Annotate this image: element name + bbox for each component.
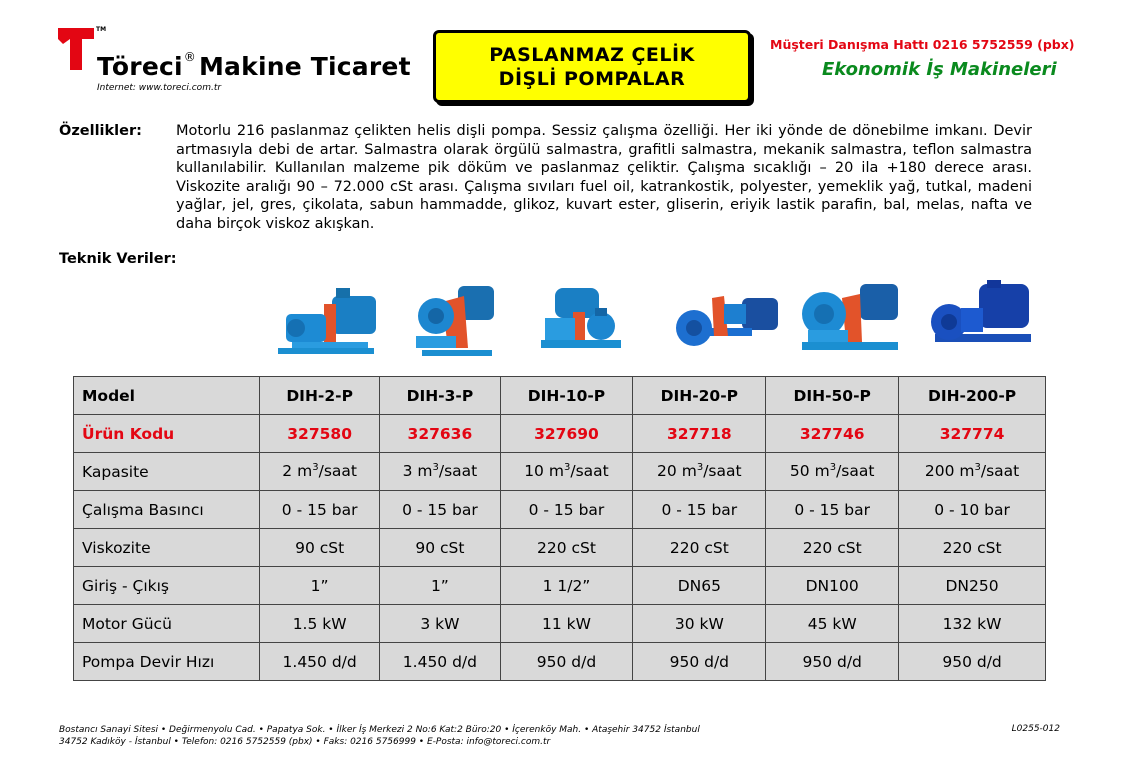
model-cell: DIH-200-P <box>899 377 1046 415</box>
capacity-cell: 50 $m^3$/saat <box>766 453 899 491</box>
table-cell: DN65 <box>633 567 766 605</box>
capacity-cell: 200 $m^3$/saat <box>899 453 1046 491</box>
table-cell: DN250 <box>899 567 1046 605</box>
table-cell: 220 cSt <box>633 529 766 567</box>
table-cell: 30 kW <box>633 605 766 643</box>
model-cell: DIH-10-P <box>500 377 633 415</box>
table-cell: 220 cSt <box>500 529 633 567</box>
table-cell: 0 - 15 bar <box>633 491 766 529</box>
pump-image-dih-20-p <box>662 278 782 360</box>
table-row-pressure <box>74 491 1046 529</box>
features-label: Özellikler: <box>59 123 142 139</box>
table-cell: 0 - 15 bar <box>500 491 633 529</box>
product-code-cell: 327774 <box>899 415 1046 453</box>
row-label: Çalışma Basıncı <box>74 491 260 529</box>
toreci-logo-icon <box>58 28 94 70</box>
row-label: Model <box>74 377 260 415</box>
table-cell: 45 kW <box>766 605 899 643</box>
product-code-cell: 327690 <box>500 415 633 453</box>
table-cell: 1” <box>260 567 380 605</box>
row-label: Viskozite <box>74 529 260 567</box>
pump-image-dih-2-p <box>272 278 384 360</box>
model-cell: DIH-2-P <box>260 377 380 415</box>
pump-image-dih-3-p <box>412 278 500 360</box>
page-title-line2: DİŞLİ POMPALAR <box>498 67 686 90</box>
row-label: Pompa Devir Hızı <box>74 643 260 681</box>
table-cell: 1.450 d/d <box>380 643 500 681</box>
table-cell: 0 - 15 bar <box>766 491 899 529</box>
slogan: Ekonomik İş Makineleri <box>822 59 1057 80</box>
row-label: Motor Gücü <box>74 605 260 643</box>
capacity-cell: 20 $m^3$/saat <box>633 453 766 491</box>
features-text: Motorlu 216 paslanmaz çelikten helis dişli pompa. Sessiz çalışma özelliği. Her iki yönde de dönebilme imkanı. Devir artmasıyla debi de artar. Salmastra olarak örgülü salmastra, grafitli salmastra, mekanik salmastra, teflon salmastra kullanılabilir. Kullanılan malzeme pik döküm ve paslanmaz çeliktir. Çalışma sıcaklığı – 20 ila +180 derece arası. Viskozite aralığı 90 – 72.000 cSt arası. Çalışma sıvıları fuel oil, katrankostik, polyester, yemeklik yağ, tutkal, madeni yağlar, jel, gres, çikolata, sabun hammadde, glikoz, kuvart ester, gliserin, eriyik lastik parafin, bal, melas, nafta ve daha birçok viskoz akışkan. <box>176 123 1032 232</box>
page-title-line1: PASLANMAZ ÇELİK <box>489 43 695 66</box>
customer-hotline: Müşteri Danışma Hattı 0216 5752559 (pbx) <box>770 37 1075 52</box>
document-code: L0255-012 <box>1011 724 1060 734</box>
model-cell: DIH-50-P <box>766 377 899 415</box>
page-title-box <box>433 30 751 103</box>
table-cell: 1” <box>380 567 500 605</box>
row-label: Giriş - Çıkış <box>74 567 260 605</box>
footer-line1: Bostancı Sanayi Sitesi • Değirmenyolu Cad. • Papatya Sok. • İlker İş Merkezi 2 No:6 Kat:2 Büro:20 • İçerenköy Mah. • Ataşehir 34752 İstanbul <box>59 725 700 735</box>
table-cell: 220 cSt <box>899 529 1046 567</box>
table-cell: 1.5 kW <box>260 605 380 643</box>
table-row-model <box>74 377 1046 415</box>
website-text: Internet: www.toreci.com.tr <box>97 83 222 93</box>
pump-image-dih-10-p <box>535 278 625 360</box>
table-cell: 0 - 15 bar <box>260 491 380 529</box>
table-cell: 1 1/2” <box>500 567 633 605</box>
row-label: Ürün Kodu <box>74 415 260 453</box>
capacity-cell: 2 $m^3$/saat <box>260 453 380 491</box>
model-cell: DIH-3-P <box>380 377 500 415</box>
table-cell: 11 kW <box>500 605 633 643</box>
technical-data-label: Teknik Veriler: <box>59 251 177 267</box>
product-code-cell: 327718 <box>633 415 766 453</box>
product-code-cell: 327636 <box>380 415 500 453</box>
table-row-inlet-outlet <box>74 567 1046 605</box>
table-row-motor-power <box>74 605 1046 643</box>
footer-address <box>59 724 700 748</box>
table-cell: 3 kW <box>380 605 500 643</box>
table-cell: 950 d/d <box>500 643 633 681</box>
company-name: Töreci® Makine Ticaret <box>97 50 411 81</box>
technical-specs-table <box>73 376 1046 681</box>
table-cell: 90 cSt <box>380 529 500 567</box>
table-row-product-code <box>74 415 1046 453</box>
table-cell: 950 d/d <box>766 643 899 681</box>
table-cell: 0 - 15 bar <box>380 491 500 529</box>
row-label: Kapasite <box>74 453 260 491</box>
table-cell: 132 kW <box>899 605 1046 643</box>
table-cell: 1.450 d/d <box>260 643 380 681</box>
table-cell: 950 d/d <box>899 643 1046 681</box>
capacity-cell: 10 $m^3$/saat <box>500 453 633 491</box>
table-row-capacity <box>74 453 1046 491</box>
trademark-mark: TM <box>96 26 107 33</box>
product-code-cell: 327746 <box>766 415 899 453</box>
model-cell: DIH-20-P <box>633 377 766 415</box>
table-row-viscosity <box>74 529 1046 567</box>
table-cell: 950 d/d <box>633 643 766 681</box>
table-cell: 90 cSt <box>260 529 380 567</box>
table-cell: 0 - 10 bar <box>899 491 1046 529</box>
table-cell: 220 cSt <box>766 529 899 567</box>
pump-image-dih-200-p <box>925 278 1035 360</box>
product-code-cell: 327580 <box>260 415 380 453</box>
pump-image-dih-50-p <box>798 278 902 360</box>
capacity-cell: 3 $m^3$/saat <box>380 453 500 491</box>
footer-line2: 34752 Kadıköy - İstanbul • Telefon: 0216 5752559 (pbx) • Faks: 0216 5756999 • E-Posta: info@toreci.com.tr <box>59 737 551 747</box>
table-row-pump-speed <box>74 643 1046 681</box>
table-cell: DN100 <box>766 567 899 605</box>
